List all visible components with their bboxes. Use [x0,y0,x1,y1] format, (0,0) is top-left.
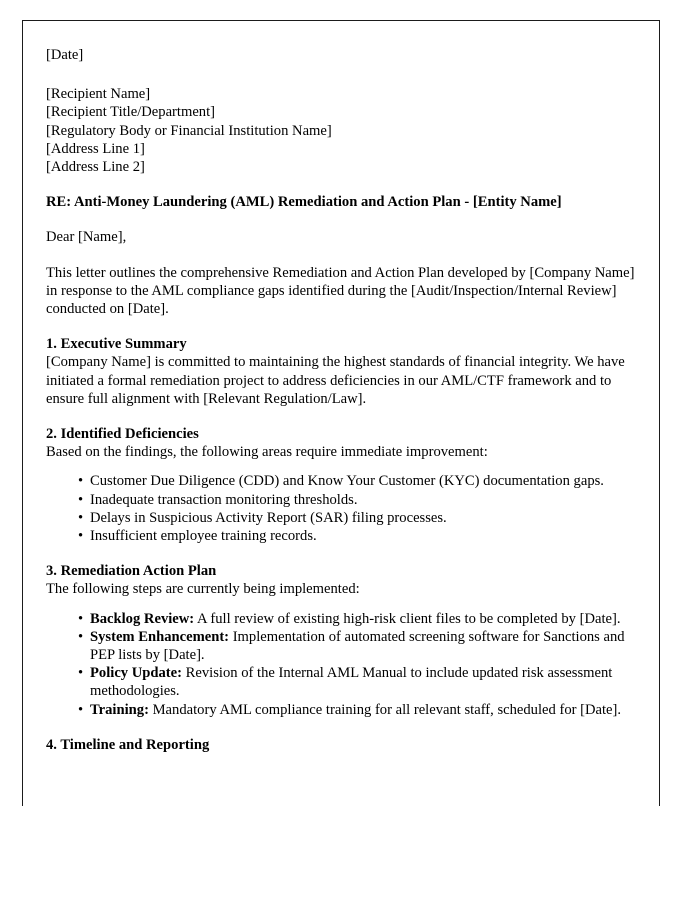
list-item-text: Insufficient employee training records. [90,528,317,545]
intro-paragraph: This letter outlines the comprehensive Remediation and Action Plan developed by [Company Name] in response to the AML compliance gaps identified during the [Audit/Inspection/Internal Review] conducted on [Date]. [46,264,635,318]
list-item-text: Revision of the Internal AML Manual to include updated risk assessment methodologies. [90,665,613,700]
section-body-remediation-action-plan: The following steps are currently being implemented: [46,581,360,598]
recipient-title-line: [Recipient Title/Department] [46,104,216,121]
list-item-text: Mandatory AML compliance training for all relevant staff, scheduled for [Date]. [148,701,622,718]
section-heading-executive-summary: 1. Executive Summary [46,336,187,353]
spacer [46,599,638,610]
spacer [46,318,638,335]
date-line: [Date] [46,47,84,63]
list-item-text: Delays in Suspicious Activity Report (SAR) filing processes. [90,509,447,526]
list-item-lead: Training: [90,701,149,718]
action-plan-list [46,610,638,719]
section-heading-remediation-action-plan: 3. Remediation Action Plan [46,563,217,580]
section-heading-timeline-and-reporting: 4. Timeline and Reporting [46,736,210,753]
spacer [46,719,638,736]
spacer [46,64,638,85]
list-item [78,610,638,628]
deficiencies-list [46,472,638,545]
section-body-identified-deficiencies: Based on the findings, the following areas require immediate improvement: [46,444,488,461]
section-body-executive-summary: [Company Name] is committed to maintaining the highest standards of financial integrity. We have initiated a formal remediation project to address deficiencies in our AML/CTF framework and to ensure full alignment with [Relevant Regulation/Law]. [46,354,625,407]
date-block [46,46,638,64]
subject-line: RE: Anti-Money Laundering (AML) Remediation and Action Plan - [Entity Name] [46,194,562,211]
list-item [78,527,638,545]
spacer [46,545,638,562]
spacer [46,408,638,425]
list-item [78,472,638,490]
list-item-text: Customer Due Diligence (CDD) and Know Your Customer (KYC) documentation gaps. [90,473,604,490]
spacer [46,247,638,264]
spacer [46,211,638,228]
list-item-lead: Policy Update: [90,665,183,682]
list-item-text: A full review of existing high-risk client files to be completed by [Date]. [194,610,621,627]
letter-document-body [46,46,638,754]
section-heading-identified-deficiencies: 2. Identified Deficiencies [46,426,199,443]
spacer [46,176,638,193]
list-item-lead: Backlog Review: [90,610,195,627]
salutation-line: Dear [Name], [46,229,127,246]
list-item-text: Implementation of automated screening software for Sanctions and PEP lists by [Date]. [90,628,625,664]
list-item [78,491,638,509]
list-item-text: Inadequate transaction monitoring thresholds. [90,491,358,508]
list-item [78,628,638,664]
recipient-address-line-1: [Address Line 1] [46,140,145,157]
recipient-address-block [46,85,638,176]
list-item [78,701,638,719]
recipient-address-line-2: [Address Line 2] [46,159,145,176]
list-item [78,509,638,527]
spacer [46,461,638,472]
recipient-name-line: [Recipient Name] [46,86,151,103]
list-item-lead: System Enhancement: [90,628,230,645]
recipient-organization-line: [Regulatory Body or Financial Institution Name] [46,122,332,139]
list-item [78,664,638,700]
